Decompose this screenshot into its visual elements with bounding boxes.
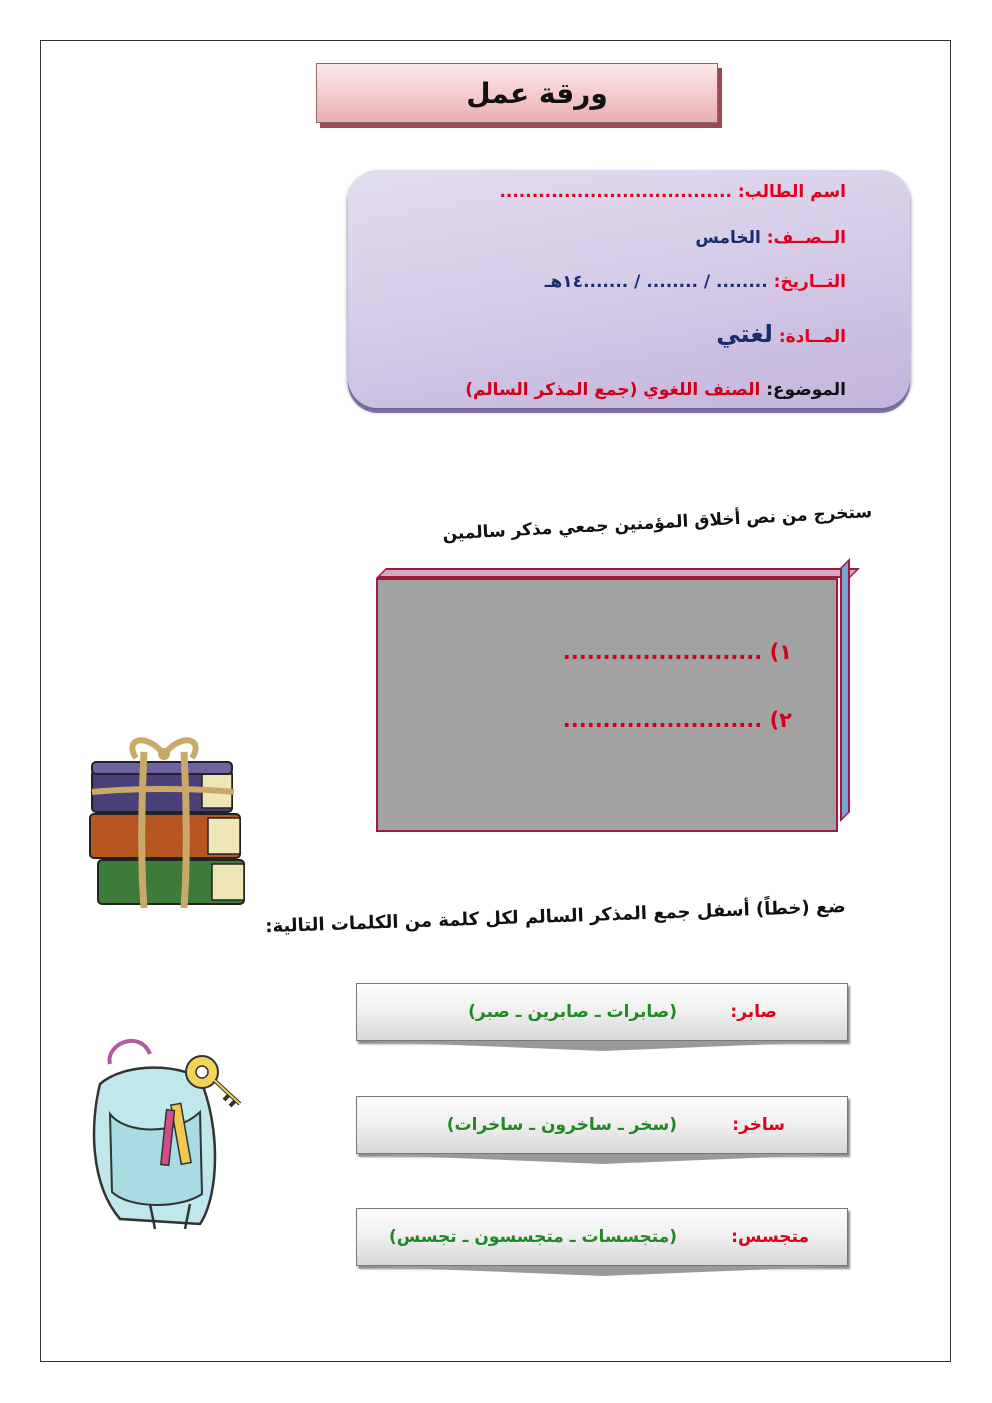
- choice-box-1: [356, 983, 848, 1041]
- topic-label: الموضوع:: [766, 380, 846, 400]
- choice-options[interactable]: (متجسسات ـ متجسسون ـ تجسس): [388, 1227, 677, 1247]
- choice-options[interactable]: (سخر ـ ساخرون ـ ساخرات): [446, 1115, 677, 1135]
- answer-line-1: [563, 640, 792, 664]
- topic-value: الصنف اللغوي (جمع المذكر السالم): [465, 380, 761, 400]
- question-underline: ضع (خطاً) أسفل جمع المذكر السالم لكل كلمة من الكلمات التالية:: [265, 896, 847, 938]
- student-info-card: [348, 170, 910, 408]
- books-clipart-icon: [84, 732, 250, 932]
- class-label: الــصــف:: [766, 228, 846, 248]
- choice-options[interactable]: (صابرات ـ صابرين ـ صبر): [468, 1002, 677, 1022]
- class-row: [695, 228, 846, 248]
- choice-box-2: [356, 1096, 848, 1154]
- question-extract: ستخرج من نص أخلاق المؤمنين جمعي مذكر سالمين: [441, 502, 873, 545]
- choice-box-3: [356, 1208, 848, 1266]
- date-field[interactable]: ........ / ........ / .......١٤هـ: [544, 272, 768, 292]
- worksheet-title: ورقة عمل: [466, 76, 608, 110]
- answer-number: ٢): [769, 708, 792, 732]
- choice-word: ساخر:: [732, 1115, 785, 1135]
- subject-row: [716, 320, 846, 348]
- student-name-label: اسم الطالب:: [737, 182, 846, 202]
- choice-word: متجسس:: [731, 1227, 809, 1247]
- class-value: الخامس: [695, 228, 761, 248]
- answer-box: [376, 578, 838, 832]
- student-name-row: [499, 182, 846, 202]
- backpack-clipart-icon: [80, 1024, 250, 1234]
- answer-blank[interactable]: .........................: [562, 640, 763, 664]
- answer-number: ١): [769, 640, 792, 664]
- date-row: [545, 272, 846, 292]
- topic-row: [465, 380, 846, 400]
- date-label: التــاريخ:: [773, 272, 846, 292]
- choice-word: صابر:: [730, 1002, 777, 1022]
- subject-label: المــادة:: [778, 327, 846, 347]
- subject-value: لغتي: [716, 320, 773, 348]
- student-name-field[interactable]: ....................................: [499, 182, 732, 202]
- answer-blank[interactable]: .........................: [562, 708, 763, 732]
- answer-line-2: [563, 708, 792, 732]
- worksheet-title-box: [316, 63, 718, 123]
